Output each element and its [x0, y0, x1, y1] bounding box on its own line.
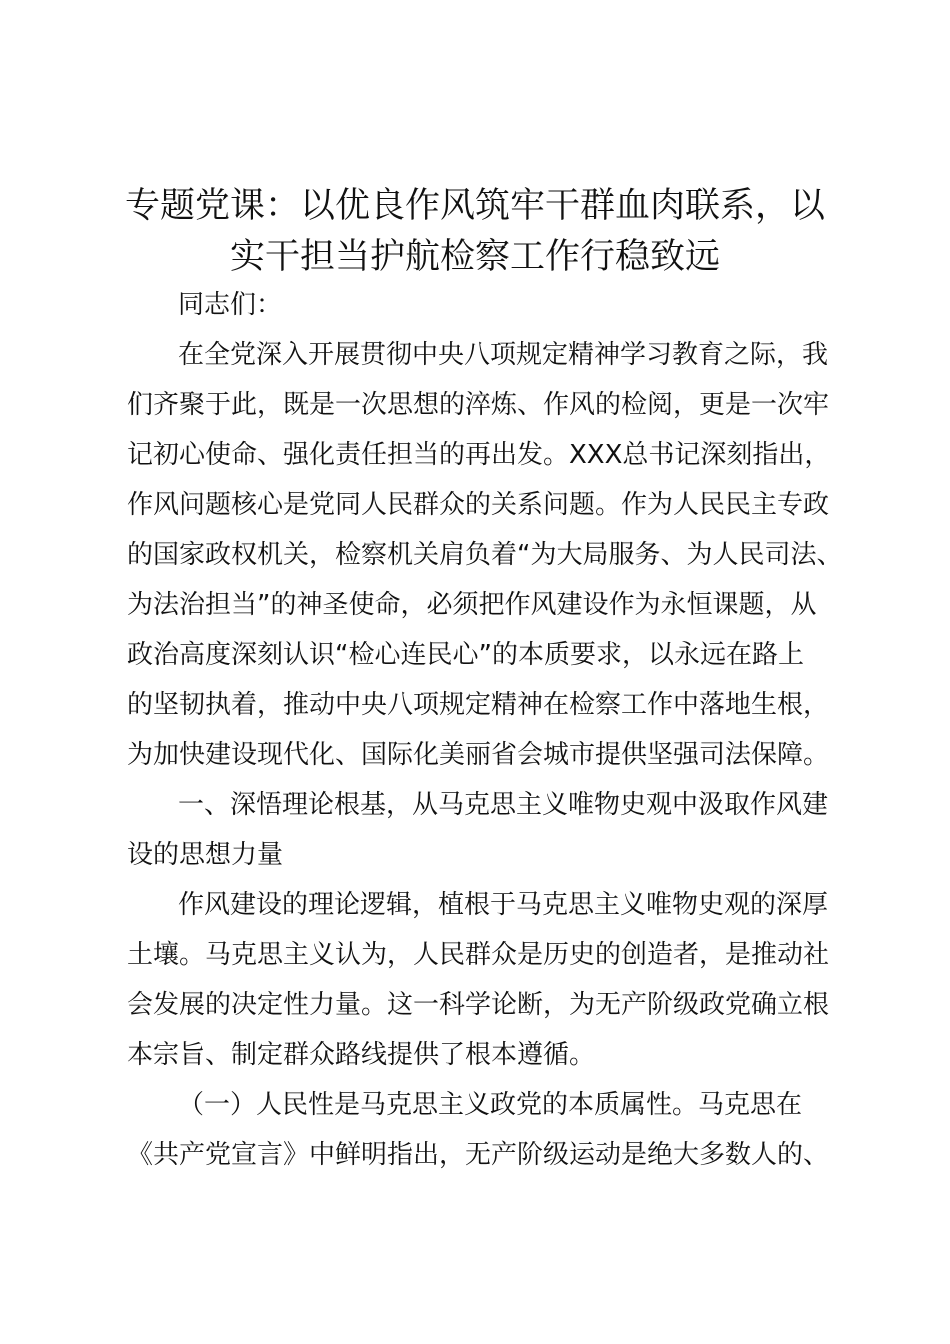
paragraph-line: 为法治担当”的神圣使命，必须把作风建设作为永恒课题，从: [127, 590, 817, 620]
paragraph-line: 们齐聚于此，既是一次思想的淬炼、作风的检阅，更是一次牢: [127, 390, 830, 420]
document-title-line-2: 实干担当护航检察工作行稳致远: [229, 237, 720, 277]
paragraph-line: 作风问题核心是党同人民群众的关系问题。作为人民民主专政: [127, 490, 830, 520]
section-heading-line: 一、深悟理论根基，从马克思主义唯物史观中汲取作风建: [178, 790, 829, 820]
paragraph-line: 本宗旨、制定群众路线提供了根本遵循。: [127, 1040, 596, 1070]
paragraph-line: 会发展的决定性力量。这一科学论断，为无产阶级政党确立根: [127, 990, 830, 1020]
section-heading-line: 设的思想力量: [127, 840, 284, 870]
paragraph-line: 记初心使命、强化责任担当的再出发。XXX总书记深刻指出，: [127, 440, 831, 470]
paragraph-line: 的坚韧执着，推动中央八项规定精神在检察工作中落地生根，: [127, 690, 830, 720]
paragraph-line: 《共产党宣言》中鲜明指出，无产阶级运动是绝大多数人的、: [127, 1140, 830, 1170]
paragraph-line: 的国家政权机关，检察机关肩负着“为大局服务、为人民司法、: [127, 540, 843, 570]
paragraph-line: 土壤。马克思主义认为，人民群众是历史的创造者，是推动社: [127, 940, 830, 970]
paragraph-line: 为加快建设现代化、国际化美丽省会城市提供坚强司法保障。: [127, 740, 830, 770]
subsection-line: （一）人民性是马克思主义政党的本质属性。马克思在: [178, 1090, 803, 1120]
document-title-line-1: 专题党课：以优良作风筑牢干群血肉联系，以: [124, 186, 825, 226]
paragraph-line: 在全党深入开展贯彻中央八项规定精神学习教育之际，我: [178, 340, 829, 370]
paragraph-line: 政治高度深刻认识“检心连民心”的本质要求，以永远在路上: [127, 640, 804, 670]
salutation: 同志们：: [178, 290, 283, 320]
paragraph-line: 作风建设的理论逻辑，植根于马克思主义唯物史观的深厚: [178, 890, 829, 920]
